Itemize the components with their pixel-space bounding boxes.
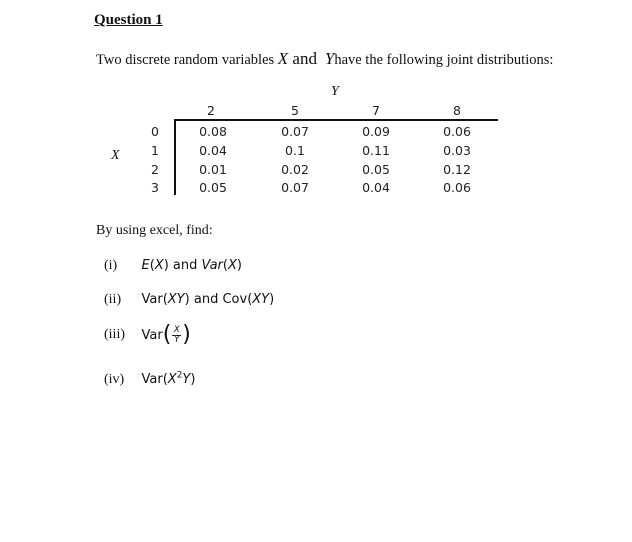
expr-xy: XY <box>252 292 270 307</box>
table-cell: 0.06 <box>443 180 471 195</box>
var-y: Y <box>324 49 335 68</box>
expr-exponent: 2 <box>176 371 183 381</box>
column-variable-label: Y <box>331 84 339 99</box>
table-cell: 0.09 <box>362 124 390 139</box>
joint-distribution-table <box>0 0 632 230</box>
task-label: (iv) <box>104 372 125 388</box>
expr-x: X <box>154 258 164 273</box>
table-cell: 0.07 <box>281 124 309 139</box>
task-expression: $Var(X^2Y)$ <box>141 371 196 388</box>
intro-after: have the following joint distributions: <box>334 52 554 68</box>
expr-y: Y <box>182 372 191 388</box>
table-cell: 0.07 <box>281 180 309 195</box>
table-cell: 0.1 <box>285 143 305 158</box>
task-label: (iii) <box>104 327 125 343</box>
row-header: 3 <box>151 180 159 195</box>
table-cell: 0.06 <box>443 124 471 139</box>
column-header: 7 <box>372 103 380 118</box>
header-rule <box>174 119 498 121</box>
intro-and: and <box>288 49 322 68</box>
expr-var: Var <box>141 327 163 343</box>
expr-x: X <box>167 372 177 388</box>
table-cell: 0.05 <box>199 180 227 195</box>
table-cell: 0.05 <box>362 162 390 177</box>
expr-and: and <box>172 258 198 273</box>
table-cell: 0.08 <box>199 124 227 139</box>
task-item-iv <box>104 371 195 388</box>
fraction-numerator: X <box>173 324 180 335</box>
expr-var: Var <box>201 258 223 273</box>
expr-and: and <box>193 292 219 307</box>
fraction-denominator: Y <box>174 334 180 345</box>
task-expression: Var(XY) and Cov(XY) <box>141 292 275 307</box>
row-header: 0 <box>151 124 159 139</box>
expr-var: Var <box>141 292 163 307</box>
fraction <box>172 326 181 345</box>
table-cell: 0.04 <box>362 180 390 195</box>
column-header: 8 <box>453 103 461 118</box>
expr-xy: XY <box>167 292 185 307</box>
task-item-i <box>104 258 242 274</box>
table-cell: 0.02 <box>281 162 309 177</box>
task-label: (i) <box>104 258 118 273</box>
task-item-ii <box>104 292 274 308</box>
table-cell: 0.12 <box>443 162 471 177</box>
row-header: 2 <box>151 162 159 177</box>
expr-e: E <box>141 258 150 273</box>
var-x: X <box>277 49 289 68</box>
find-instruction: By using excel, find: <box>96 223 213 238</box>
expr-var: Var <box>141 372 163 388</box>
table-cell: 0.04 <box>199 143 227 158</box>
table-cell: 0.11 <box>362 143 390 158</box>
intro-before: Two discrete random variables <box>96 52 278 68</box>
expr-x: X <box>227 258 237 273</box>
question-title: Question 1 <box>94 12 163 28</box>
row-header-rule <box>174 119 176 195</box>
row-variable-label: X <box>111 148 120 163</box>
task-label: (ii) <box>104 292 122 307</box>
task-expression: E(X) and Var(X) <box>141 258 242 273</box>
table-cell: 0.03 <box>443 143 471 158</box>
expr-cov: Cov <box>222 292 248 307</box>
table-cell: 0.01 <box>199 162 227 177</box>
column-header: 2 <box>207 103 215 118</box>
task-item-iii <box>104 324 191 346</box>
column-header: 5 <box>291 103 299 118</box>
task-expression: Var ( $\frac{X}{Y}$ ) <box>141 322 191 347</box>
row-header: 1 <box>151 143 159 158</box>
